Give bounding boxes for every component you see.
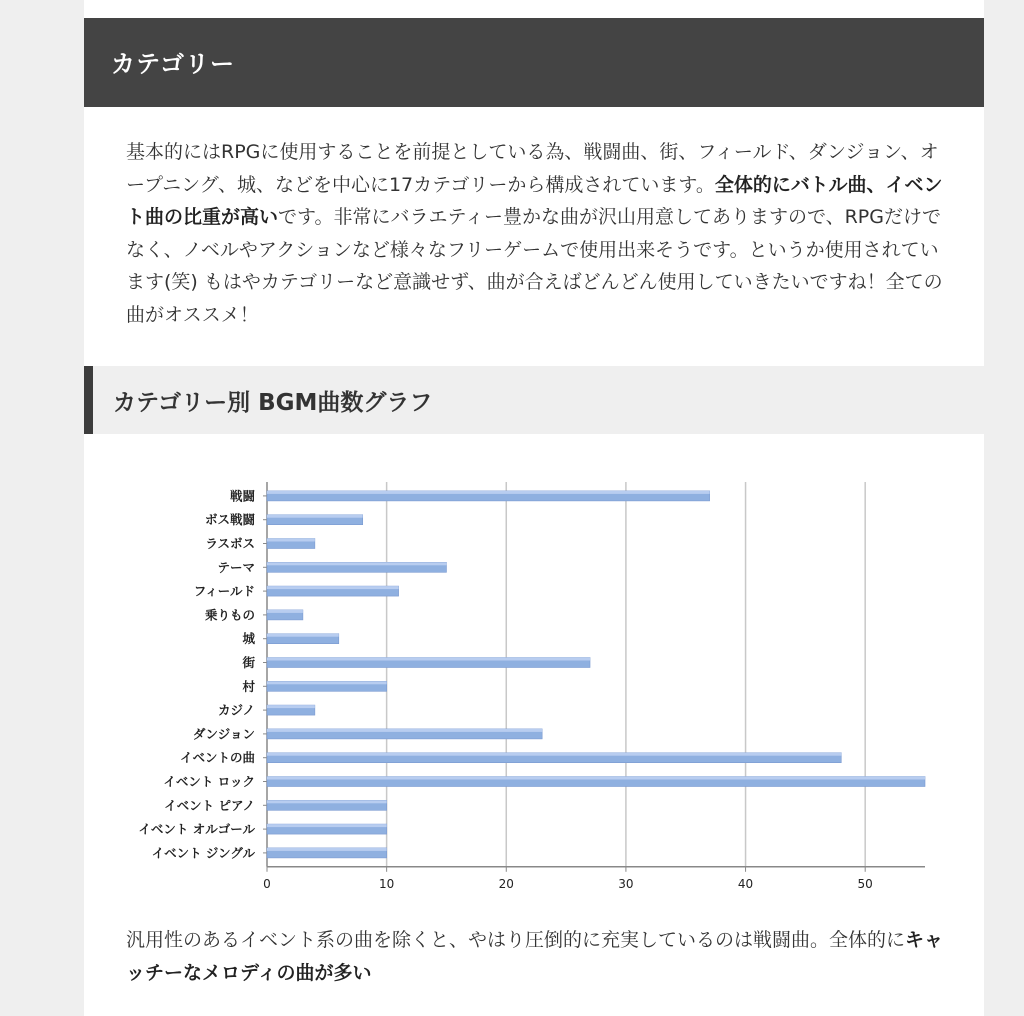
intro-bold-text: 全体的にバトル曲、イベント曲の比重が高い bbox=[126, 173, 943, 228]
bar-highlight bbox=[267, 800, 387, 803]
subheader-accent-bar bbox=[84, 366, 93, 434]
category-label: カジノ bbox=[217, 702, 255, 718]
x-tick-label: 30 bbox=[618, 876, 634, 891]
intro-text-2: です。非常にバラエティー豊かな曲が沢山用意してありますので、RPGだけでなく、ノベルやアクションなど様々なフリーゲームで使用出来そうです。というか使用されています(笑) もはやカテゴリーなど意識せず、曲が合えばどんどん使用していきたいですね！全ての曲がオススメ！ bbox=[126, 206, 943, 326]
category-label: 乗りもの bbox=[204, 607, 255, 623]
category-label: フィールド bbox=[193, 583, 255, 599]
x-tick-label: 40 bbox=[737, 876, 754, 891]
category-label: イベント ジングル bbox=[151, 845, 255, 861]
bar-highlight bbox=[267, 539, 315, 542]
bar-highlight bbox=[267, 824, 387, 827]
category-label: ラスボス bbox=[205, 536, 255, 551]
bar-highlight bbox=[267, 848, 387, 851]
bar-highlight bbox=[267, 729, 542, 732]
section-title: カテゴリー bbox=[111, 50, 236, 78]
bar-highlight bbox=[267, 634, 339, 637]
intro-text-1: 基本的にはRPGに使用することを前提としている為、戦闘曲、街、フィールド、ダンジョン、オープニング、城、などを中心に17カテゴリーから構成されています。 bbox=[126, 141, 939, 196]
outro-text-1: 汎用性のあるイベント系の曲を除くと、やはり圧倒的に充実しているのは戦闘曲。全体的に bbox=[126, 929, 906, 951]
category-label: イベント オルゴール bbox=[138, 821, 255, 837]
section-header bbox=[84, 18, 984, 107]
category-label: ダンジョン bbox=[192, 726, 255, 742]
x-tick-label: 10 bbox=[378, 876, 395, 891]
category-label: イベントの曲 bbox=[179, 750, 255, 766]
bar-highlight bbox=[267, 610, 303, 613]
intro-paragraph bbox=[126, 136, 944, 331]
outro-bold-text: キャッチーなメロディの曲が多い bbox=[126, 929, 944, 984]
category-label: 戦闘 bbox=[229, 488, 255, 504]
category-label: 城 bbox=[242, 631, 255, 647]
category-label: ボス戦闘 bbox=[204, 512, 255, 528]
subheader-title: カテゴリー別 BGM曲数グラフ bbox=[113, 390, 433, 416]
outro-paragraph bbox=[126, 924, 944, 989]
bar-highlight bbox=[267, 705, 315, 708]
chart-subheader bbox=[84, 366, 984, 434]
category-label: イベント ロック bbox=[163, 774, 255, 789]
category-label: テーマ bbox=[217, 559, 255, 575]
x-tick-label: 20 bbox=[498, 876, 514, 891]
bar-highlight bbox=[267, 562, 446, 565]
x-tick-label: 50 bbox=[857, 876, 873, 891]
category-label: 街 bbox=[242, 655, 255, 670]
bar-highlight bbox=[267, 777, 925, 780]
bar-highlight bbox=[267, 681, 387, 684]
bar-highlight bbox=[267, 491, 710, 494]
bar-highlight bbox=[267, 753, 841, 756]
category-label: イベント ピアノ bbox=[164, 797, 255, 813]
category-bar-chart bbox=[120, 470, 940, 900]
category-label: 村 bbox=[242, 678, 255, 694]
bar-highlight bbox=[267, 515, 363, 518]
bar-highlight bbox=[267, 586, 399, 589]
x-tick-label: 0 bbox=[263, 876, 271, 891]
bar-highlight bbox=[267, 658, 590, 661]
